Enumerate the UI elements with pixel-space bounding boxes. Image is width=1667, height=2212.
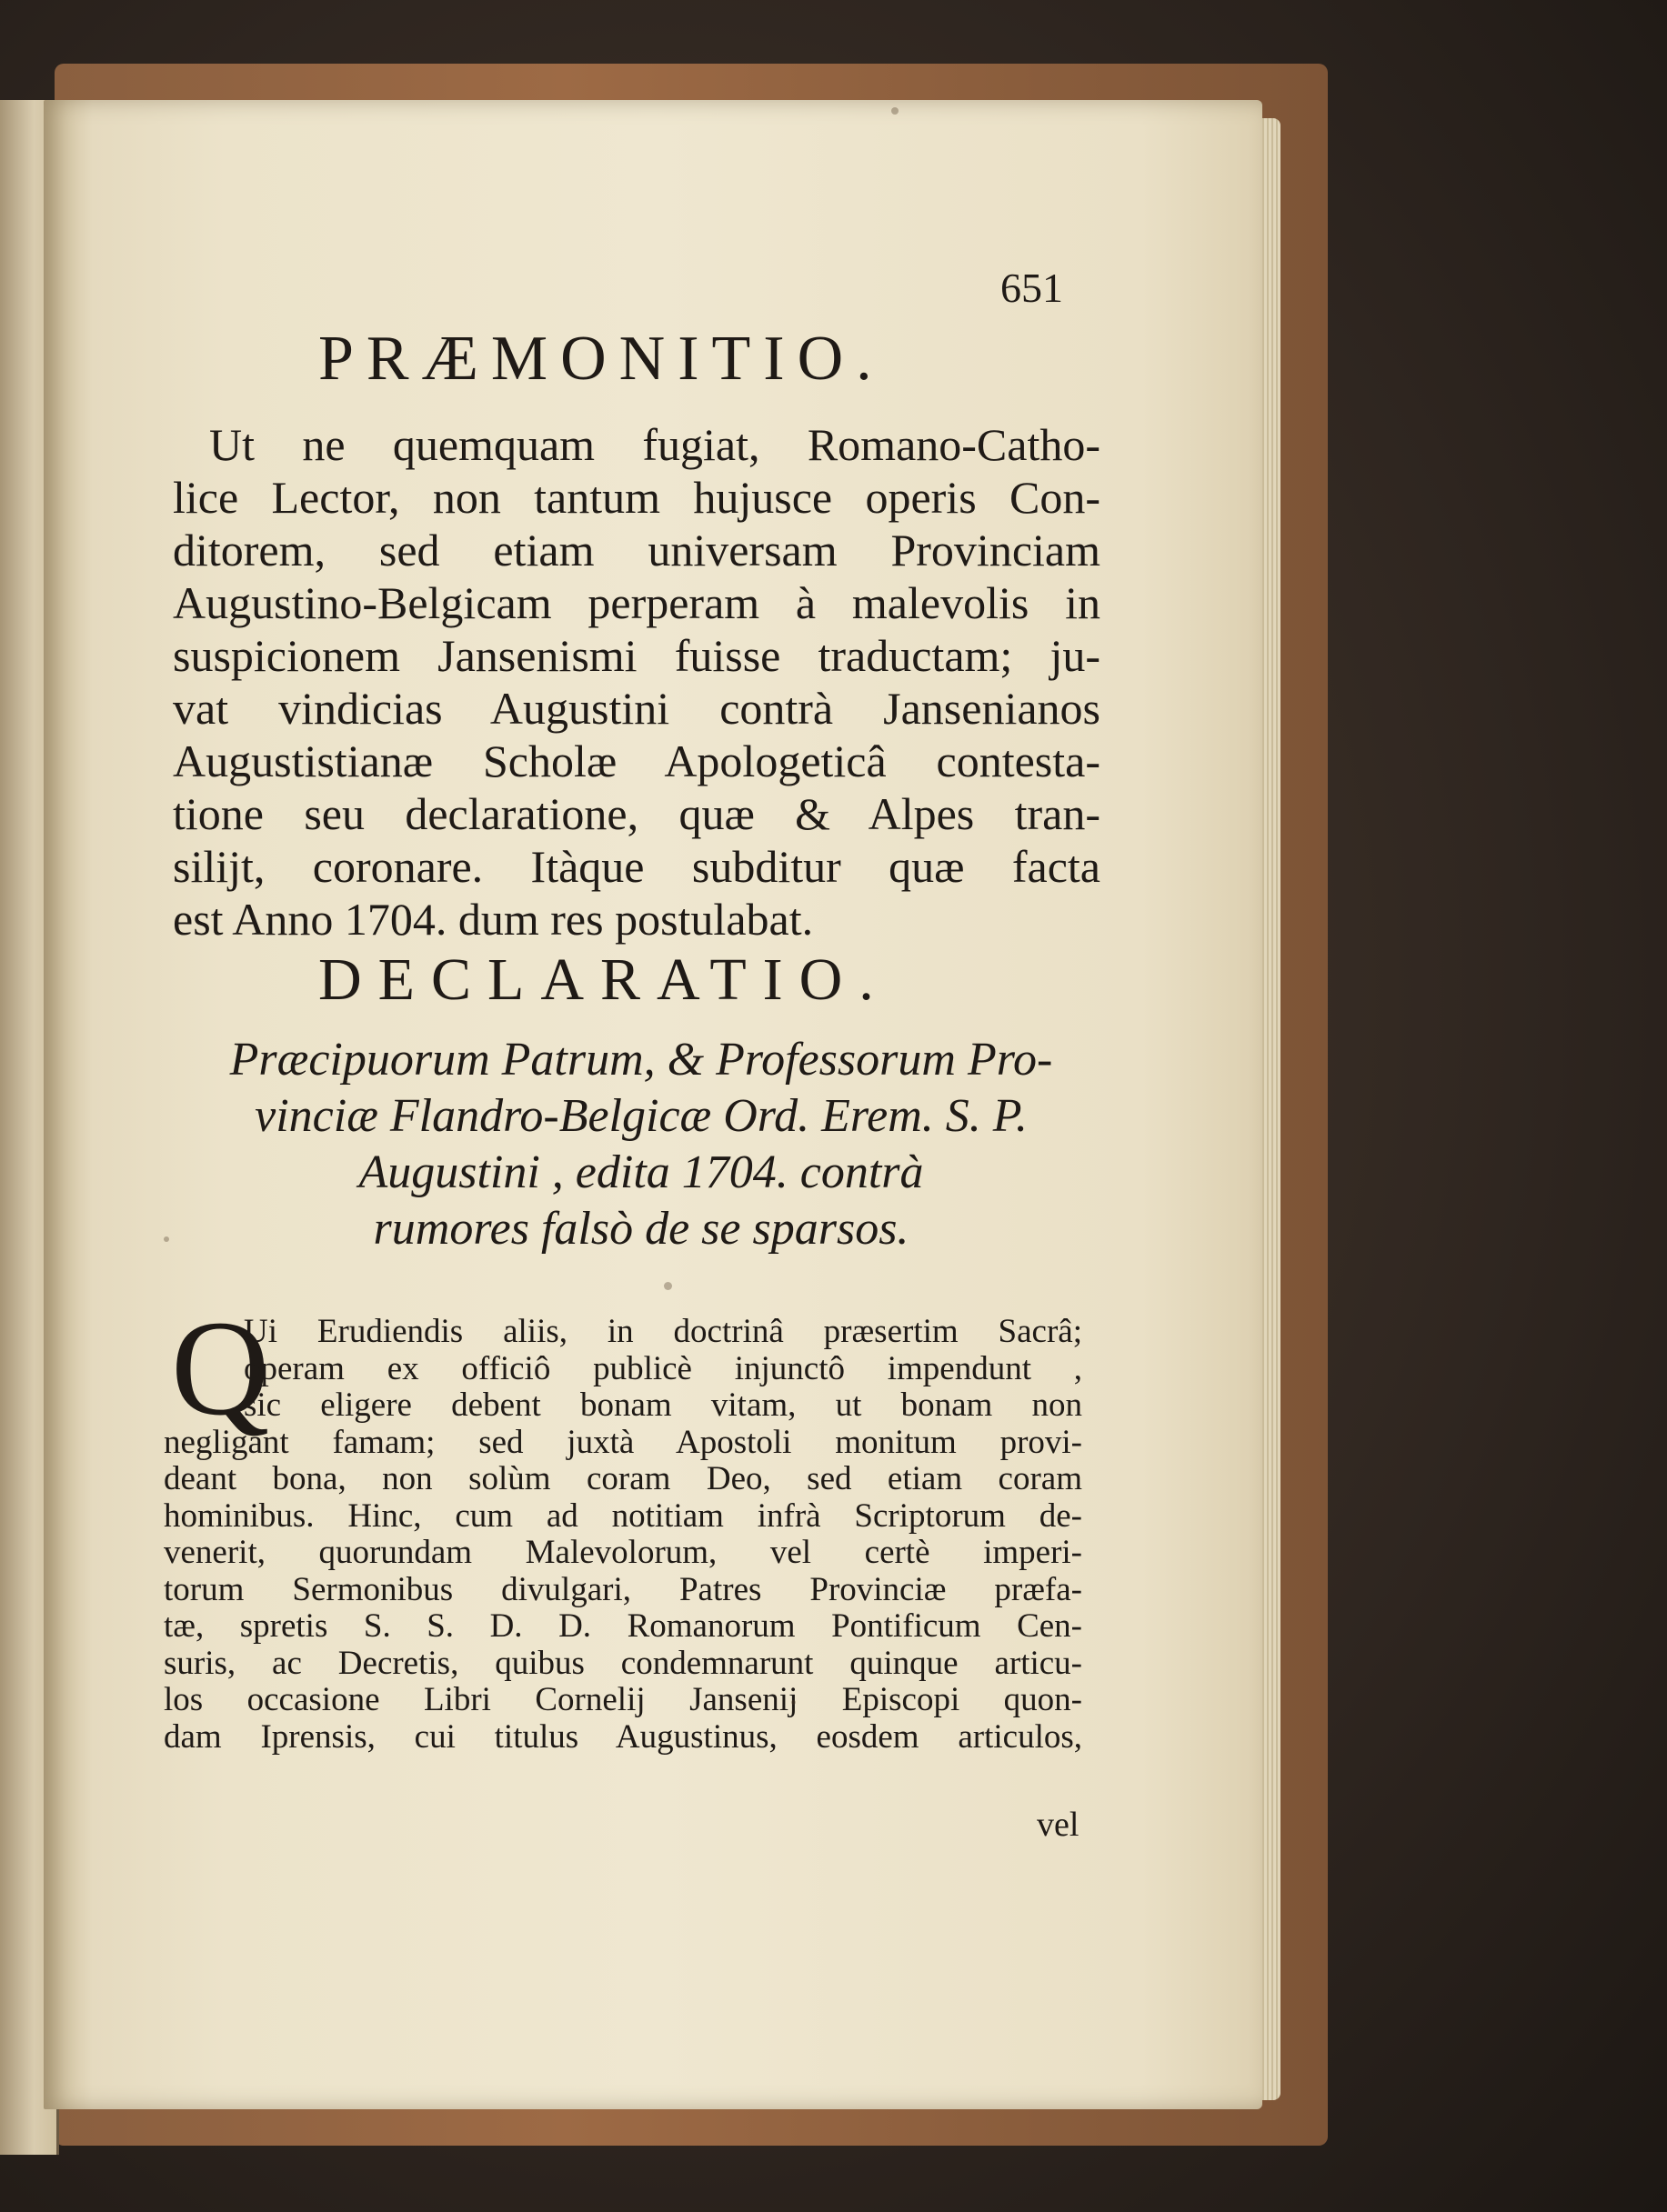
body-line: hominibus. Hinc, cum ad notitiam infrà Scriptorum de- — [164, 1496, 1082, 1535]
declaratio-body — [164, 1314, 1082, 1756]
paragraph-line: Augustino-Belgicam perperam à malevolis in — [173, 577, 1100, 628]
subtitle-line: vinciæ Flandro-Belgicæ Ord. Erem. S. P. — [255, 1090, 1028, 1142]
drop-cap: Q — [171, 1293, 270, 1444]
paragraph-line: Ut ne quemquam fugiat, Romano-Catho- — [209, 419, 1100, 470]
paper-speck — [664, 1282, 672, 1290]
body-line: torum Sermonibus divulgari, Patres Provinciæ præfa- — [164, 1570, 1082, 1608]
subtitle-line: Augustini , edita 1704. contrà — [358, 1146, 924, 1198]
body-line: los occasione Libri Cornelij Jansenij Episcopi quon- — [164, 1681, 1082, 1718]
section-subtitle — [164, 1032, 1119, 1257]
paragraph-line: ditorem, sed etiam universam Provinciam — [173, 525, 1100, 576]
body-line: tæ, spretis S. S. D. D. Romanorum Pontificum Cen- — [164, 1607, 1082, 1645]
paragraph-line: est Anno 1704. dum res postulabat. — [173, 894, 814, 945]
paper-speck — [791, 1700, 796, 1705]
body-line: dam Iprensis, cui titulus Augustinus, eosdem articulos, — [164, 1717, 1082, 1756]
paper-speck — [164, 1236, 169, 1242]
section-heading: DECLARATIO. — [318, 946, 890, 1013]
paragraph-line: suspicionem Jansenismi fuisse traductam; ju- — [173, 630, 1100, 681]
praemonitio-paragraph — [173, 418, 1100, 946]
body-line: venerit, quorundam Malevolorum, vel certè imperi- — [164, 1534, 1082, 1571]
paragraph-line: silijt, coronare. Itàque subditur quæ facta — [173, 841, 1100, 892]
body-line: suris, ac Decretis, quibus condemnarunt quinque articu- — [164, 1644, 1082, 1682]
paragraph-line: lice Lector, non tantum hujusce operis Con- — [173, 472, 1100, 523]
paper-speck — [891, 107, 899, 115]
body-line: negligant famam; sed juxtà Apostoli monitum provi- — [164, 1423, 1082, 1461]
body-line: deant bona, non solùm coram Deo, sed etiam coram — [164, 1460, 1082, 1497]
page-number: 651 — [1000, 265, 1063, 311]
catchword: vel — [1037, 1806, 1080, 1844]
paragraph-line: vat vindicias Augustini contrà Jansenianos — [173, 683, 1100, 734]
paragraph-line: tione seu declaratione, quæ & Alpes tran- — [173, 788, 1100, 839]
body-line: operam ex officiô publicè injunctô impendunt , — [244, 1349, 1082, 1387]
subtitle-line: Præcipuorum Patrum, & Professorum Pro- — [229, 1034, 1053, 1086]
page-title: PRÆMONITIO. — [318, 324, 885, 394]
body-line: sic eligere debent bonam vitam, ut bonam non — [244, 1386, 1082, 1424]
paragraph-line: Augustistianæ Scholæ Apologeticâ contesta- — [173, 736, 1100, 786]
body-line: Ui Erudiendis aliis, in doctrinâ præsertim Sacrâ; — [244, 1313, 1082, 1350]
subtitle-line: rumores falsò de se sparsos. — [373, 1203, 909, 1255]
